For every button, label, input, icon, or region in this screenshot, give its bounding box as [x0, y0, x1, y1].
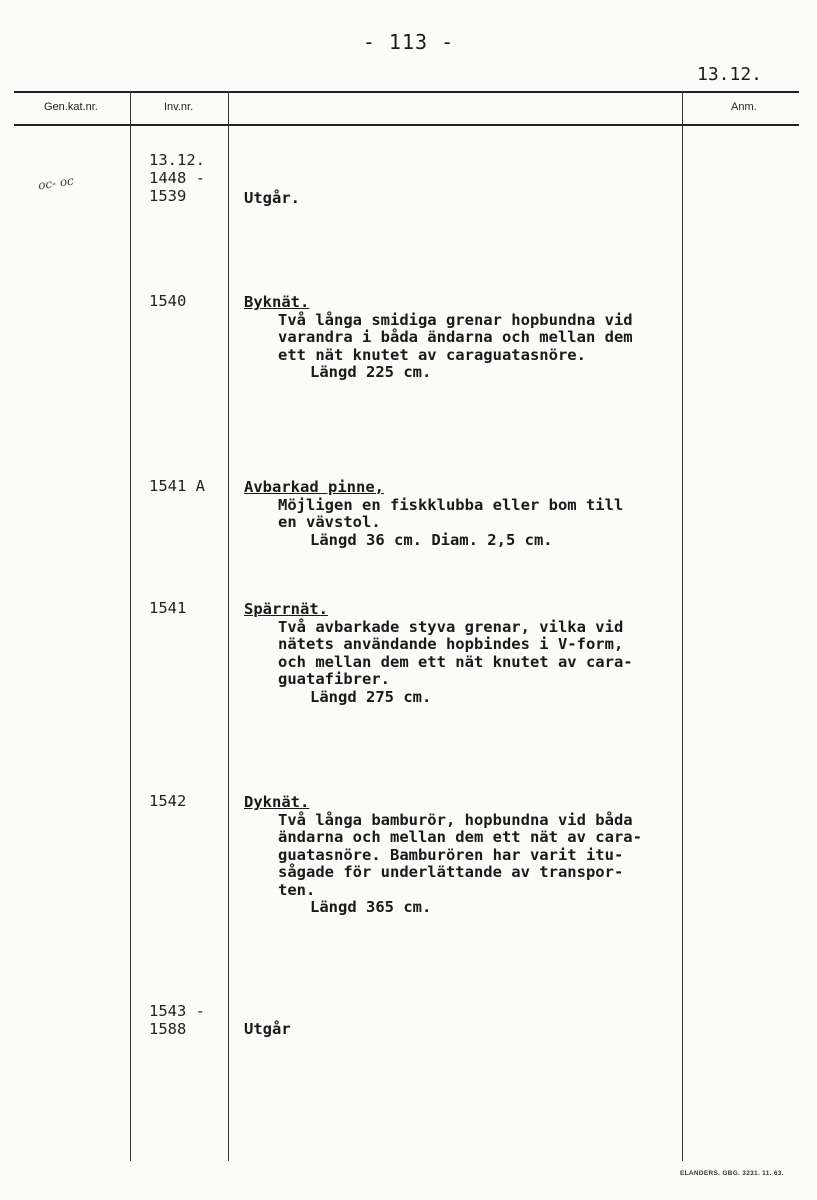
page-number: - 113 -	[362, 30, 455, 54]
printer-mark: ELANDERS. GBG. 3231. 11. 63.	[680, 1170, 784, 1177]
inv-line: 1541 A	[149, 477, 205, 495]
column-divider-1	[130, 91, 131, 1161]
entry-line: nätets användande hopbindes i V-form,	[278, 635, 624, 653]
entry-line: guatafibrer.	[278, 670, 390, 688]
inv-line: 13.12.	[149, 151, 205, 169]
inv-line: 1448 -	[149, 169, 205, 187]
entry-measurement: Längd 365 cm.	[310, 898, 432, 916]
entry-title: Spärrnät.	[244, 600, 328, 618]
column-divider-3	[682, 91, 683, 1161]
handwritten-margin-note: oc- oc	[37, 173, 75, 193]
entry-measurement: Längd 275 cm.	[310, 687, 432, 706]
entry-measurement: Längd 225 cm.	[310, 363, 432, 381]
catalog-entry	[244, 1021, 291, 1039]
entry-title: Dyknät.	[244, 793, 310, 811]
entry-line: varandra i båda ändarna och mellan dem	[278, 328, 633, 346]
catalog-entry	[244, 794, 642, 917]
entry-title: Byknät.	[244, 293, 310, 311]
inv-line: 1543 -	[149, 1002, 205, 1020]
catalog-entry	[244, 190, 300, 208]
header-date: 13.12.	[697, 64, 763, 85]
entry-title: Utgår.	[244, 189, 300, 207]
catalog-entry	[244, 601, 633, 706]
entry-line: och mellan dem ett nät knutet av cara-	[278, 652, 633, 671]
inv-line: 1541	[149, 599, 187, 617]
inv-number	[149, 599, 186, 617]
inv-number	[149, 292, 186, 310]
column-header-inv-nr: Inv.nr.	[164, 101, 194, 113]
inv-line: 1588	[149, 1020, 187, 1038]
entry-line: guatasnöre. Bamburören har varit itu-	[278, 845, 624, 864]
entry-title: Utgår	[244, 1020, 291, 1038]
entry-line: Två långa smidiga grenar hopbundna vid	[278, 310, 633, 329]
inv-line: 1539	[149, 187, 187, 205]
entry-measurement: Längd 36 cm. Diam. 2,5 cm.	[310, 530, 553, 549]
inv-line: 1542	[149, 792, 187, 810]
entry-line: Två avbarkade styva grenar, vilka vid	[278, 617, 624, 636]
column-header-anm: Anm.	[731, 101, 757, 113]
column-divider-2	[228, 91, 229, 1161]
entry-line: ten.	[278, 880, 316, 899]
entry-line: Två långa bamburör, hopbundna vid båda	[278, 810, 633, 829]
inv-number	[149, 792, 186, 810]
catalog-entry	[244, 479, 623, 549]
entry-line: ändarna och mellan dem ett nät av cara-	[278, 828, 642, 846]
entry-line: en vävstol.	[278, 513, 381, 531]
inv-number	[149, 151, 205, 205]
catalog-entry	[244, 294, 633, 382]
entry-line: sågade för underlättande av transpor-	[278, 863, 624, 881]
entry-title: Avbarkad pinne,	[244, 478, 384, 496]
column-header-gen-kat-nr: Gen.kat.nr.	[44, 101, 98, 113]
inv-number	[149, 477, 205, 495]
inv-line: 1540	[149, 292, 187, 310]
inv-number	[149, 1002, 205, 1038]
entry-line: ett nät knutet av caraguatasnöre.	[278, 345, 586, 364]
entry-line: Möjligen en fiskklubba eller bom till	[278, 495, 624, 514]
